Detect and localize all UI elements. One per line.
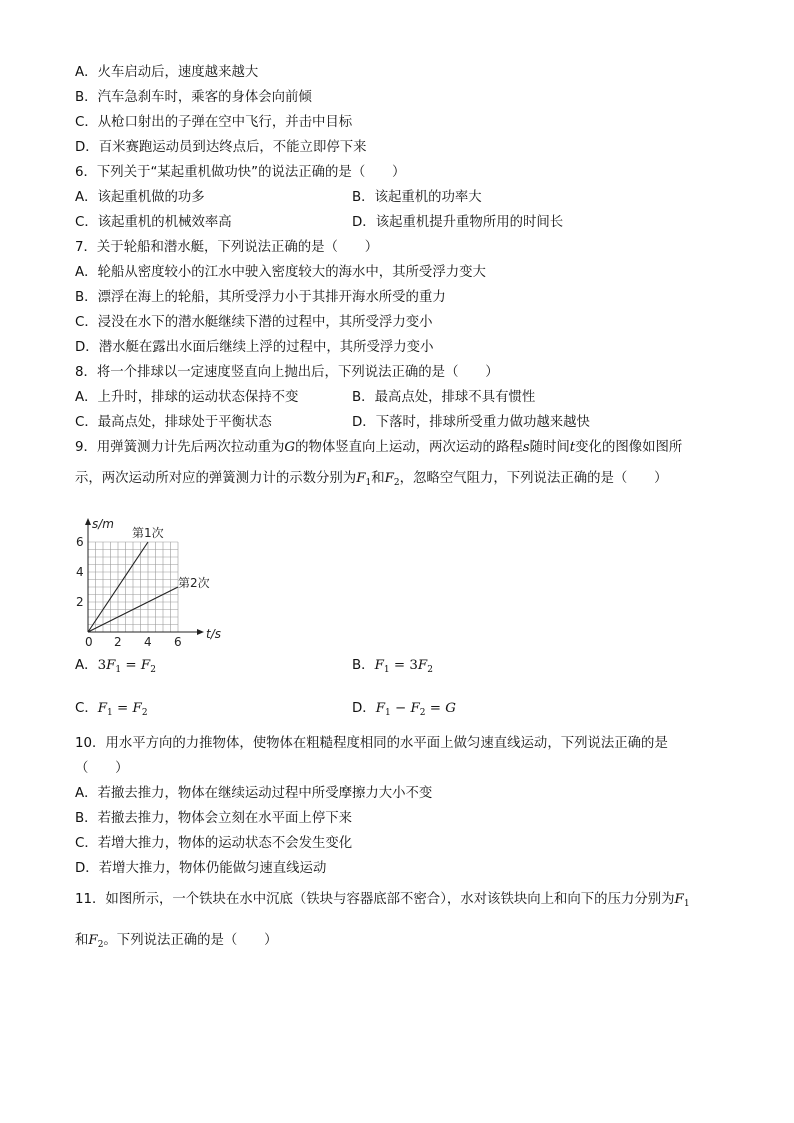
q6-option-a: A．该起重机做的功多: [75, 190, 205, 205]
q8-option-a: A．上升时，排球的运动状态保持不变: [75, 390, 299, 405]
y-axis-label: s/m: [92, 517, 114, 531]
q10-paren: （ ）: [75, 761, 129, 776]
y-axis-arrow: [85, 518, 91, 525]
graph-grid: [88, 542, 178, 632]
q9-text: ，忽略空气阻力，下列说法正确的是（ ）: [399, 471, 668, 486]
y-tick-label: 6: [76, 535, 84, 549]
y-tick-label: 2: [76, 595, 84, 609]
q7-option-a: A．轮船从密度较小的江水中驶入密度较大的海水中，其所受浮力变大: [75, 265, 486, 280]
q8-option-b: B．最高点处，排球不具有惯性: [352, 390, 536, 405]
q9-var-f2: $F_2$: [384, 471, 400, 488]
q5-option-d: D．百米赛跑运动员到达终点后，不能立即停下来: [75, 140, 367, 155]
q9-var-s: s: [522, 440, 530, 455]
q5-option-c: C．从枪口射出的子弹在空中飞行，并击中目标: [75, 115, 353, 130]
q9-text: 随时间: [529, 440, 570, 455]
q9-stem-line2: [75, 470, 667, 492]
q8-option-d: D．下落时，排球所受重力做功越来越快: [352, 415, 590, 430]
q9-text: 变化的图像如图所: [575, 440, 683, 455]
x-axis-arrow: [197, 629, 204, 635]
series-label-1: 第1次: [132, 526, 164, 540]
series-label-2: 第2次: [178, 576, 210, 590]
q5-option-b: B．汽车急刹车时，乘客的身体会向前倾: [75, 90, 312, 105]
x-tick-label: 6: [174, 635, 182, 648]
q9-var-g: G: [284, 440, 296, 455]
q11-stem-line1: 11．如图所示，一个铁块在水中沉底（铁块与容器底部不密合），水对该铁块向上和向下的压力分别为$F_1$: [75, 892, 690, 909]
x-tick-label: 0: [85, 635, 93, 648]
q8-option-c: C．最高点处，排球处于平衡状态: [75, 415, 272, 430]
st-graph: [62, 500, 232, 648]
q9-var-f1: $F_1$: [356, 471, 372, 488]
q9-option-d: D．$F_1 - F_2 = G$: [352, 701, 456, 718]
q9-text: 和: [371, 471, 385, 486]
q9-option-c: C．$F_1 = F_2$: [75, 701, 148, 718]
q10-option-b: B．若撤去推力，物体会立刻在水平面上停下来: [75, 811, 352, 826]
q5-option-a: A．火车启动后，速度越来越大: [75, 65, 259, 80]
x-tick-label: 2: [114, 635, 122, 648]
q6-option-c: C．该起重机的机械效率高: [75, 215, 232, 230]
q9-stem-line1: [75, 439, 682, 457]
q10-option-a: A．若撤去推力，物体在继续运动过程中所受摩擦力大小不变: [75, 786, 433, 801]
q9-option-a: A．$3F_1 = F_2$: [75, 658, 156, 675]
q8-stem: 8．将一个排球以一定速度竖直向上抛出后，下列说法正确的是（ ）: [75, 365, 499, 380]
q9-text: 9．用弹簧测力计先后两次拉动重为: [75, 440, 285, 455]
x-tick-label: 4: [144, 635, 152, 648]
q7-stem: 7．关于轮船和潜水艇，下列说法正确的是（ ）: [75, 240, 379, 255]
q6-option-d: D．该起重机提升重物所用的时间长: [352, 215, 564, 230]
q10-stem: 10．用水平方向的力推物体，使物体在粗糙程度相同的水平面上做匀速直线运动，下列说法正确的是: [75, 736, 668, 751]
q11-stem-line2: 和$F_2$。下列说法正确的是（ ）: [75, 933, 278, 950]
q10-option-c: C．若增大推力，物体的运动状态不会发生变化: [75, 836, 353, 851]
graph-labels: [76, 517, 221, 648]
q6-option-b: B．该起重机的功率大: [352, 190, 482, 205]
q9-text: 示，两次运动所对应的弹簧测力计的示数分别为: [75, 471, 357, 486]
q7-option-b: B．漂浮在海上的轮船，其所受浮力小于其排开海水所受的重力: [75, 290, 446, 305]
q9-option-b: B．$F_1 = 3F_2$: [352, 658, 433, 675]
q7-option-c: C．浸没在水下的潜水艇继续下潜的过程中，其所受浮力变小: [75, 315, 433, 330]
y-tick-label: 4: [76, 565, 84, 579]
q9-text: 的物体竖直向上运动，两次运动的路程: [295, 440, 523, 455]
q10-option-d: D．若增大推力，物体仍能做匀速直线运动: [75, 861, 327, 876]
q9-var-t: t: [569, 440, 576, 455]
x-axis-label: t/s: [206, 627, 221, 641]
q6-stem: 6．下列关于“某起重机做功快”的说法正确的是（ ）: [75, 165, 406, 180]
q7-option-d: D．潜水艇在露出水面后继续上浮的过程中，其所受浮力变小: [75, 340, 434, 355]
